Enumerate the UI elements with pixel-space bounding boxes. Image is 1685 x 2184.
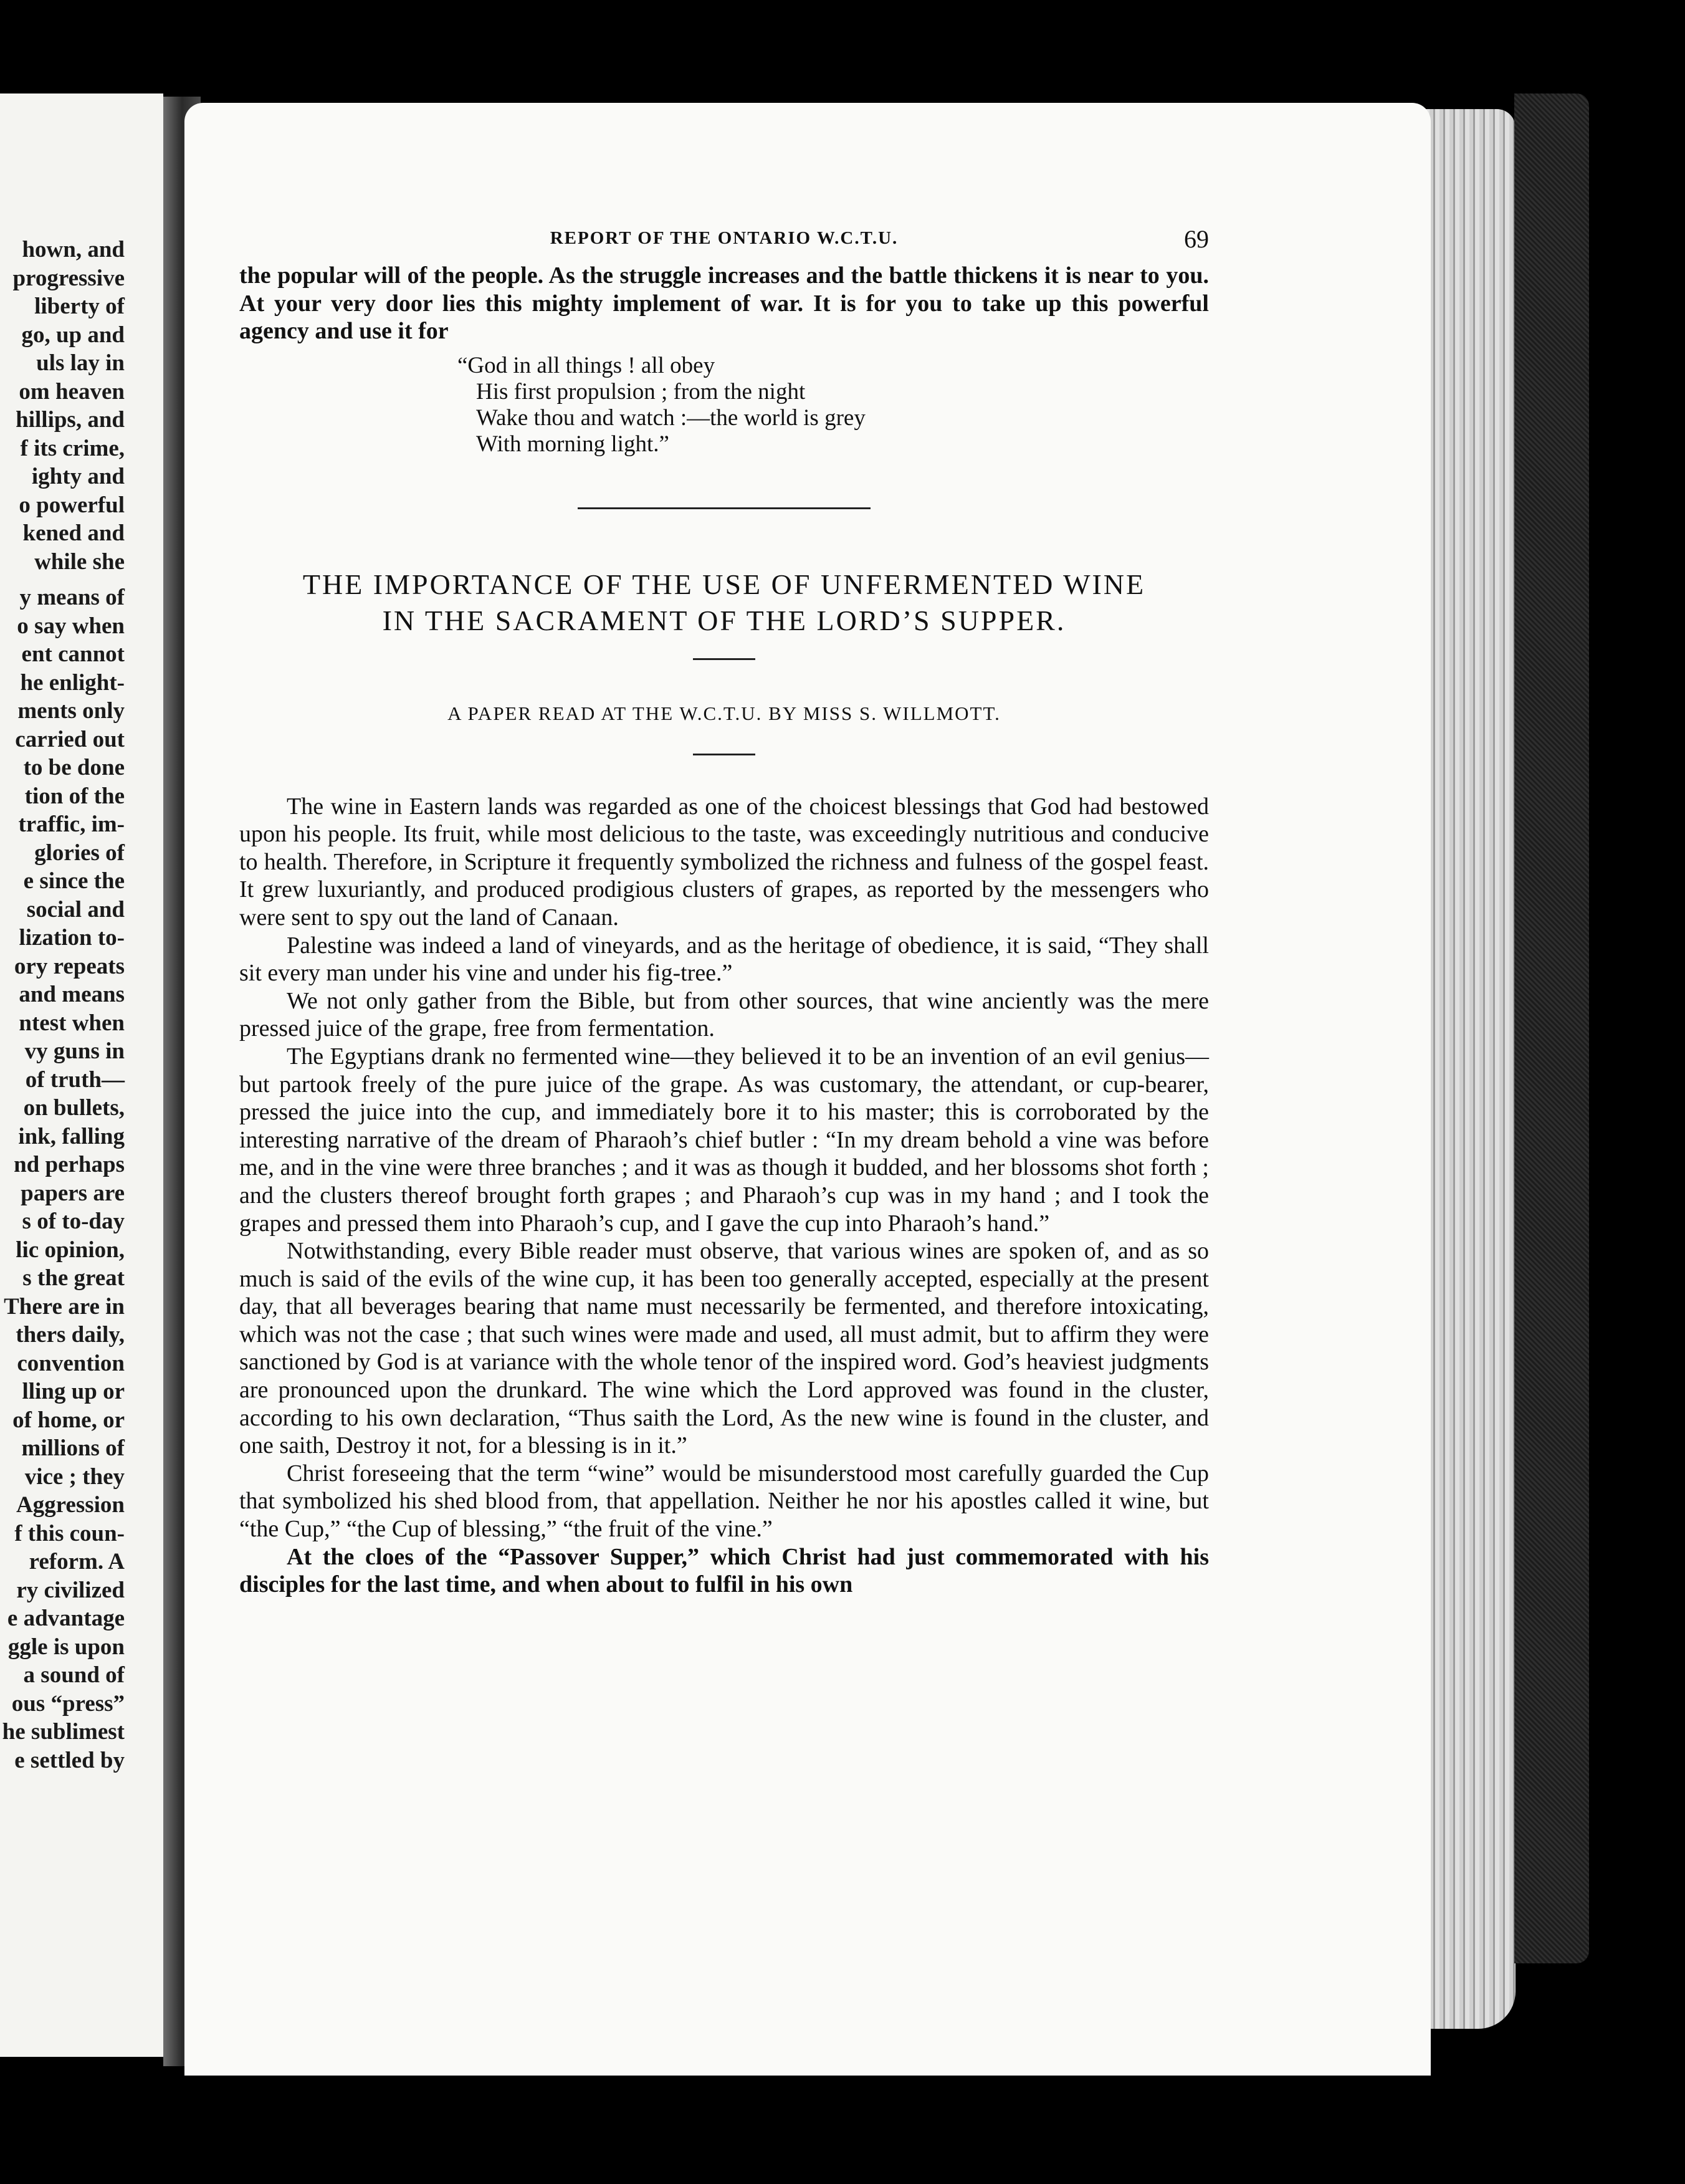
facing-page-line: progressive bbox=[12, 265, 125, 291]
facing-page-line: e advantage bbox=[7, 1606, 125, 1631]
verse-line: Wake thou and watch :—the world is grey bbox=[476, 405, 866, 431]
article-title bbox=[239, 567, 1209, 639]
facing-page-line: ous “press” bbox=[11, 1690, 125, 1717]
facing-page-line: ory repeats bbox=[14, 953, 125, 979]
facing-page-line: lization to- bbox=[19, 925, 125, 951]
article-paragraph: Notwithstanding, every Bible reader must observe, that various wines are spoken of, and as so much is said of the evils of the wine cup, it has been too generally accepted, especially at the present day, that all beverages bearing that name must necessarily be fermented, and therefore intoxicating, which was not the case ; that such wines were made and used, all must admit, but to affirm they were sanctioned by God is at variance with the whole tenor of the inspired word. God’s heaviest judgments are pronounced upon the drunkard. The wine which the Lord approved was found in the cluster, according to his own declaration, “Thus saith the Lord, As the new wine is found in the cluster, and one saith, Destroy it not, for a blessing is in it.” bbox=[239, 1238, 1209, 1459]
facing-page-line: while she bbox=[34, 548, 125, 575]
article-paragraph: At the cloes of the “Passover Supper,” which Christ had just commemorated with his disciples for the last time, and when about to fulfil in his own bbox=[239, 1543, 1209, 1598]
facing-page-line: to be done bbox=[23, 755, 125, 780]
facing-page-line: ent cannot bbox=[21, 641, 125, 667]
facing-page-line: There are in bbox=[4, 1293, 125, 1320]
page-number: 69 bbox=[1184, 225, 1209, 253]
facing-page-line: kened and bbox=[22, 520, 125, 546]
article-paragraph: The Egyptians drank no fermented wine—they believed it to be an invention of an evil genius—but partook freely of the pure juice of the grape. As was customary, the attendant, or cup-bearer, pressed the juice into the cup, and immediately bore it to his master; this is corroborated by the interesting narrative of the dream of Pharaoh’s chief butler : “In my dream behold a vine was before me, and in the vine were three branches ; and it was as though it budded, and her blossoms shot forth ; and the clusters thereof brought forth grapes ; and Pharaoh’s cup was in my hand ; and I took the grapes and pressed them into Pharaoh’s cup, and I gave the cup into Pharaoh’s hand.” bbox=[239, 1043, 1209, 1237]
article-title-line-1: THE IMPORTANCE OF THE USE OF UNFERMENTED WINE bbox=[302, 568, 1146, 600]
facing-page-line: carried out bbox=[15, 726, 125, 752]
facing-page-line bbox=[0, 576, 125, 583]
verse-line: “God in all things ! all obey bbox=[457, 352, 715, 378]
facing-page-line: he sublimest bbox=[2, 1719, 125, 1745]
verse bbox=[457, 353, 1209, 457]
facing-page-line: traffic, im- bbox=[18, 812, 125, 837]
facing-page-line: and means bbox=[19, 982, 125, 1007]
facing-page-line: ggle is upon bbox=[7, 1634, 125, 1660]
facing-page-line: go, up and bbox=[21, 322, 125, 348]
facing-page-line: uls lay in bbox=[36, 350, 125, 376]
facing-page-line: o say when bbox=[17, 613, 125, 639]
facing-page-line: hillips, and bbox=[16, 407, 125, 433]
facing-page-line: s of to-day bbox=[22, 1209, 125, 1234]
facing-page-line: s the great bbox=[22, 1265, 125, 1291]
facing-page-line: ink, falling bbox=[18, 1123, 125, 1149]
verse-line: His first propulsion ; from the night bbox=[476, 378, 806, 405]
page-content bbox=[239, 224, 1209, 1599]
article-paragraph: Christ foreseeing that the term “wine” would be misunderstood most carefully guarded the Cup that symbolized his shed blood from, that appellation. Neither he nor his apostles called it wine, but “the Cup,” “the Cup of blessing,” “the fruit of the vine.” bbox=[239, 1460, 1209, 1543]
facing-page-line: om heaven bbox=[19, 378, 125, 405]
facing-page-line: y means of bbox=[19, 585, 125, 610]
facing-page-line: glories of bbox=[34, 840, 125, 866]
facing-page-line: e since the bbox=[23, 868, 125, 894]
facing-page-line: social and bbox=[26, 896, 125, 922]
facing-page-line: millions of bbox=[21, 1435, 125, 1461]
facing-page-line: f its crime, bbox=[20, 435, 125, 461]
facing-page-text bbox=[0, 236, 125, 1775]
facing-page-line: papers are bbox=[21, 1180, 125, 1206]
facing-page-line: reform. A bbox=[29, 1549, 125, 1574]
facing-page-line: ments only bbox=[17, 698, 125, 724]
section-divider bbox=[578, 507, 871, 509]
facing-page-line: ighty and bbox=[31, 464, 125, 489]
facing-page-line: on bullets, bbox=[23, 1095, 125, 1121]
facing-page-line: ntest when bbox=[19, 1010, 125, 1036]
opening-paragraph: the popular will of the people. As the struggle increases and the battle thickens it is near to you. At your very door lies this mighty implement of war. It is for you to take up this powerful agency and use it for bbox=[239, 262, 1209, 345]
article-paragraph: We not only gather from the Bible, but from other sources, that wine anciently was the mere pressed juice of the grape, free from fermentation. bbox=[239, 987, 1209, 1042]
facing-page-line: of truth— bbox=[25, 1066, 125, 1093]
facing-page-line: hown, and bbox=[22, 237, 125, 262]
running-head bbox=[239, 224, 1209, 262]
facing-page-line: convention bbox=[17, 1350, 125, 1376]
facing-page-line: o powerful bbox=[19, 492, 125, 518]
book-cover-edge bbox=[1514, 93, 1589, 1963]
facing-page-line: tion of the bbox=[24, 783, 125, 809]
facing-page-line: vy guns in bbox=[24, 1038, 125, 1064]
facing-page-fragment bbox=[0, 93, 163, 2057]
running-title: REPORT OF THE ONTARIO W.C.T.U. bbox=[550, 228, 899, 248]
facing-page-line: lic opinion, bbox=[16, 1237, 125, 1263]
facing-page-line: of home, or bbox=[12, 1407, 125, 1433]
byline: A PAPER READ AT THE W.C.T.U. BY MISS S. WILLMOTT. bbox=[447, 702, 1001, 724]
facing-page-line: he enlight- bbox=[20, 669, 125, 696]
article-paragraph: Palestine was indeed a land of vineyards, and as the heritage of obedience, it is said, “They shall sit every man under his vine and under his fig-tree.” bbox=[239, 932, 1209, 987]
facing-page-line: f this coun- bbox=[14, 1520, 125, 1546]
facing-page-line: thers daily, bbox=[16, 1322, 125, 1348]
facing-page-line: lling up or bbox=[22, 1379, 125, 1404]
facing-page-line: vice ; they bbox=[24, 1463, 125, 1490]
facing-page-line: ry civilized bbox=[16, 1577, 125, 1603]
facing-page-line: e settled by bbox=[14, 1747, 125, 1773]
article-body bbox=[239, 793, 1209, 1599]
article-paragraph: The wine in Eastern lands was regarded as one of the choicest blessings that God had bestowed upon his people. Its fruit, while most delicious to the taste, was exceedingly nutritious and conducive to health. Therefore, in Scripture it frequently symbolized the richness and fulness of the gospel feast. It grew luxuriantly, and produced prodigious clusters of grapes, as reported by the messengers who were sent to spy out the land of Canaan. bbox=[239, 793, 1209, 931]
title-rule bbox=[693, 658, 755, 660]
facing-page-line: Aggression bbox=[16, 1492, 125, 1518]
facing-page-line: nd perhaps bbox=[14, 1152, 125, 1177]
facing-page-line: a sound of bbox=[23, 1662, 125, 1688]
byline-rule bbox=[693, 754, 755, 755]
article-title-line-2: IN THE SACRAMENT OF THE LORD’S SUPPER. bbox=[382, 604, 1066, 636]
verse-line: With morning light.” bbox=[476, 431, 669, 457]
facing-page-line: liberty of bbox=[34, 294, 125, 319]
